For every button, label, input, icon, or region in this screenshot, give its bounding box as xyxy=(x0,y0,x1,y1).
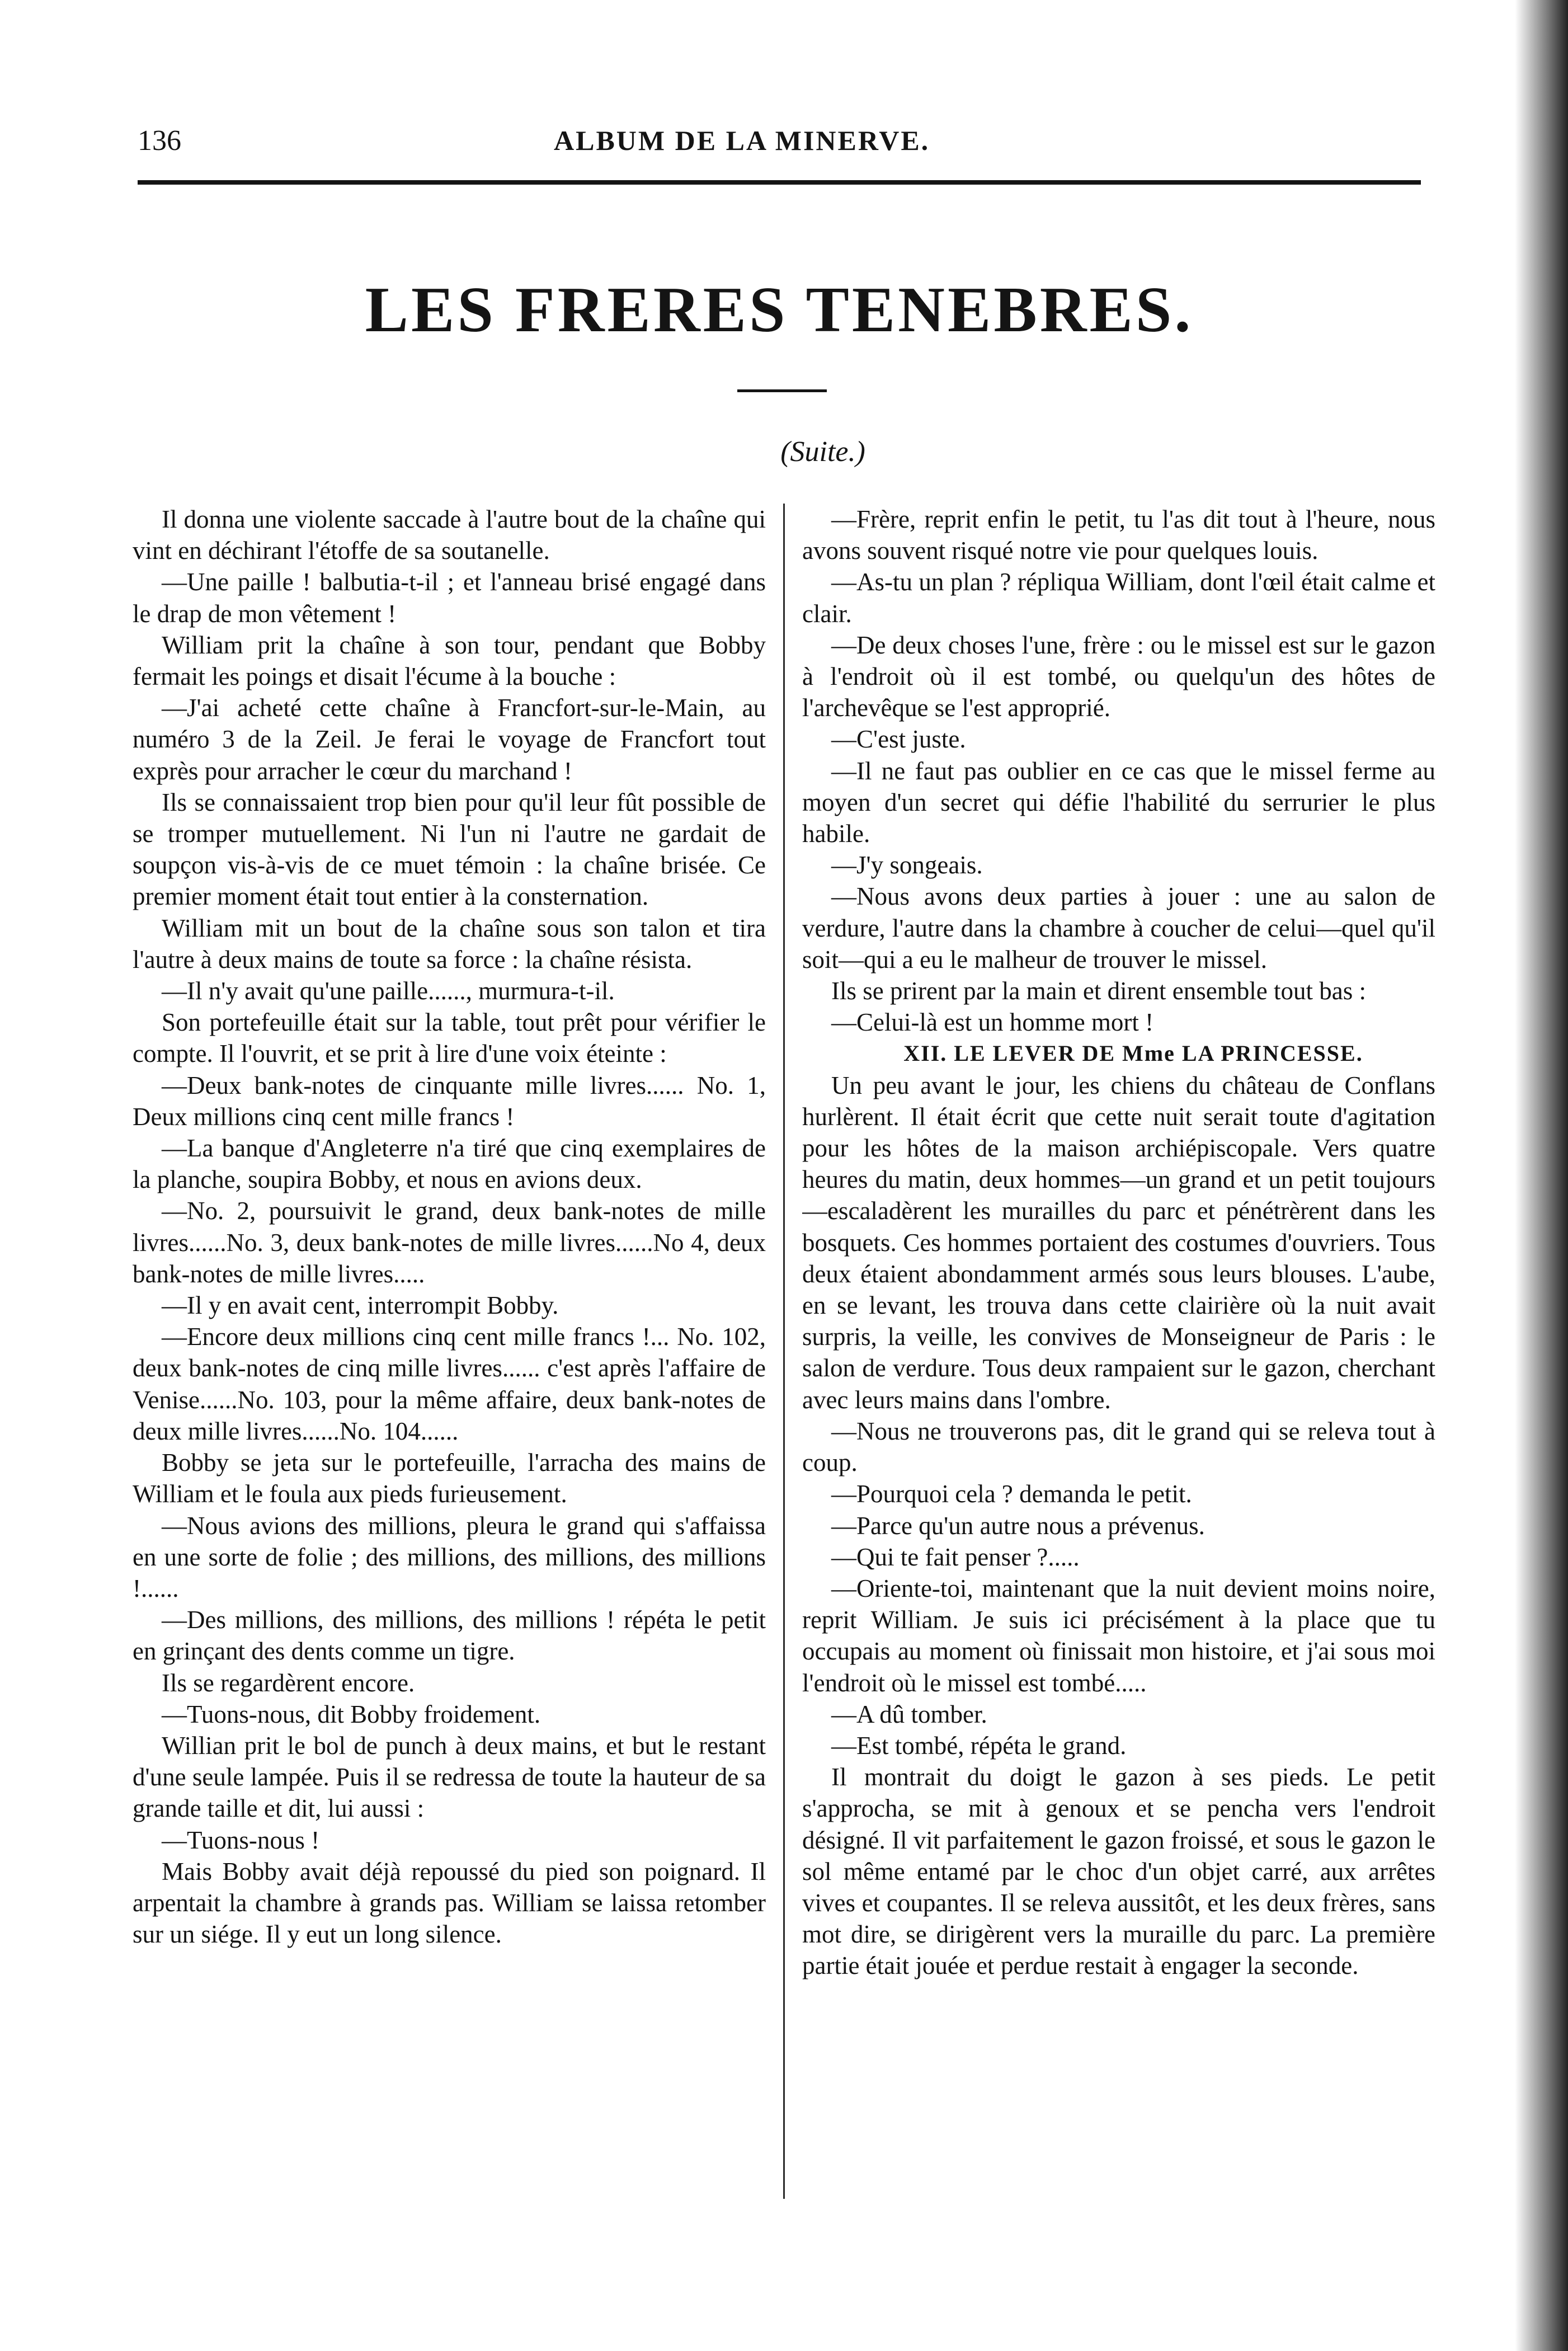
article-subtitle: (Suite.) xyxy=(780,436,865,468)
paragraph: Ils se regardèrent encore. xyxy=(162,1668,415,1697)
section-heading: XII. LE LEVER DE Mme LA PRINCESSE. xyxy=(903,1041,1363,1066)
paragraph: William prit la chaîne à son tour, pendant que Bobby fermait les poings et disait l'écume à la bouche : xyxy=(133,631,766,691)
paragraph: —De deux choses l'une, frère : ou le missel est sur le gazon à l'endroit où il est tombé, ou quelqu'un des hôtes de l'archevêque se l'est approprié. xyxy=(802,631,1435,722)
paragraph: —Encore deux millions cinq cent mille francs !... No. 102, deux bank-notes de cinq mille livres...... c'est après l'affaire de Venise......No. 103, pour la même affaire, deux bank-notes de deux mille livres......No. 104...... xyxy=(133,1323,766,1445)
paragraph: Un peu avant le jour, les chiens du château de Conflans hurlèrent. Il était écrit que cette nuit serait toute d'agitation pour les hôtes de la maison archiépiscopale. Vers quatre heures du matin, deux hommes—un grand et un petit toujours—escaladèrent les murailles du parc et pénétrèrent dans les bosquets. Ces hommes portaient des costumes d'ouvriers. Tous deux étaient abondamment armés sous leurs blouses. L'aube, en se levant, les trouva dans cette clairière où la nuit avait surpris, la veille, les convives de Monseigneur de Paris : le salon de verdure. Tous deux rampaient sur le gazon, cherchant avec leurs mains dans l'ombre. xyxy=(802,1071,1435,1414)
paragraph: Son portefeuille était sur la table, tout prêt pour vérifier le compte. Il l'ouvrit, et se prit à lire d'une voix éteinte : xyxy=(133,1008,766,1068)
article-title: LES FRERES TENEBRES. xyxy=(365,274,1194,346)
paragraph: —J'y songeais. xyxy=(831,851,983,880)
page-number: 136 xyxy=(138,125,181,157)
paragraph: Ils se connaissaient trop bien pour qu'il leur fût possible de se tromper mutuellement. Ni l'un ni l'autre ne gardait de soupçon vis-à-vis de ce muet témoin : la chaîne brisée. Ce premier moment était tout entier à la consternation. xyxy=(133,788,766,911)
paragraph: —Frère, reprit enfin le petit, tu l'as dit tout à l'heure, nous avons souvent risqué notre vie pour quelques louis. xyxy=(802,505,1435,565)
paragraph: —Tuons-nous ! xyxy=(162,1826,320,1854)
left-column xyxy=(133,504,766,2210)
paragraph: —Nous ne trouverons pas, dit le grand qui se releva tout à coup. xyxy=(802,1417,1435,1477)
paragraph: —Nous avions des millions, pleura le grand qui s'affaissa en une sorte de folie ; des millions, des millions, des millions !...... xyxy=(133,1511,766,1602)
paragraph: Ils se prirent par la main et dirent ensemble tout bas : xyxy=(831,977,1366,1005)
page-edge-shadow xyxy=(1515,0,1568,2351)
paragraph: —La banque d'Angleterre n'a tiré que cinq exemplaires de la planche, soupira Bobby, et nous en avions deux. xyxy=(133,1134,766,1194)
paragraph: Mais Bobby avait déjà repoussé du pied son poignard. Il arpentait la chambre à grands pas. William se laissa retomber sur un siége. Il y eut un long silence. xyxy=(133,1857,766,1949)
paragraph: —As-tu un plan ? répliqua William, dont l'œil était calme et clair. xyxy=(802,568,1435,628)
paragraph: —Une paille ! balbutia-t-il ; et l'anneau brisé engagé dans le drap de mon vêtement ! xyxy=(133,568,766,628)
paragraph: —Deux bank-notes de cinquante mille livres...... No. 1, Deux millions cinq cent mille francs ! xyxy=(133,1071,766,1131)
paragraph: Willian prit le bol de punch à deux mains, et but le restant d'une seule lampée. Puis il se redressa de toute la hauteur de sa grande taille et dit, lui aussi : xyxy=(133,1731,766,1823)
paragraph: —Oriente-toi, maintenant que la nuit devient moins noire, reprit William. Je suis ici précisément à la place que tu occupais au moment où finissait mon histoire, et j'ai sous moi l'endroit où le missel est tombé..... xyxy=(802,1574,1435,1697)
paragraph: —Tuons-nous, dit Bobby froidement. xyxy=(162,1700,541,1728)
title-rule xyxy=(737,389,827,392)
paragraph: —Pourquoi cela ? demanda le petit. xyxy=(831,1480,1192,1508)
paragraph: —J'ai acheté cette chaîne à Francfort-sur-le-Main, au numéro 3 de la Zeil. Je ferai le voyage de Francfort tout exprès pour arracher le cœur du marchand ! xyxy=(133,694,766,785)
right-column xyxy=(802,504,1435,2210)
paragraph: —Des millions, des millions, des millions ! répéta le petit en grinçant des dents comme un tigre. xyxy=(133,1606,766,1666)
paragraph: —Il y en avait cent, interrompit Bobby. xyxy=(162,1291,559,1320)
paragraph: —Parce qu'un autre nous a prévenus. xyxy=(831,1511,1205,1540)
paragraph: —Qui te fait penser ?..... xyxy=(831,1543,1080,1571)
paragraph: —Celui-là est un homme mort ! xyxy=(831,1008,1154,1037)
paragraph: —Il n'y avait qu'une paille......, murmura-t-il. xyxy=(162,977,615,1005)
paragraph: Il montrait du doigt le gazon à ses pieds. Le petit s'approcha, se mit à genoux et se pencha vers l'endroit désigné. Il vit parfaitement le gazon froissé, et sous le gazon le sol même entamé par le choc d'un objet carré, aux arrêtes vives et coupantes. Il se releva aussitôt, et les deux frères, sans mot dire, se dirigèrent vers la muraille du parc. La première partie était jouée et perdue restait à engager la seconde. xyxy=(802,1763,1435,1980)
paragraph: —No. 2, poursuivit le grand, deux bank-notes de mille livres......No. 3, deux bank-notes de mille livres......No 4, deux bank-notes de mille livres..... xyxy=(133,1197,766,1288)
paragraph: Bobby se jeta sur le portefeuille, l'arracha des mains de William et le foula aux pieds furieusement. xyxy=(133,1449,766,1508)
paragraph: William mit un bout de la chaîne sous son talon et tira l'autre à deux mains de toute sa force : la chaîne résista. xyxy=(133,914,766,974)
paragraph: —A dû tomber. xyxy=(831,1700,987,1728)
paragraph: —Est tombé, répéta le grand. xyxy=(831,1731,1127,1760)
paragraph: —Il ne faut pas oublier en ce cas que le missel ferme au moyen d'un secret qui défie l'habilité du serrurier le plus habile. xyxy=(802,756,1435,848)
running-title: ALBUM DE LA MINERVE. xyxy=(554,125,930,156)
paragraph: Il donna une violente saccade à l'autre bout de la chaîne qui vint en déchirant l'étoffe de sa soutanelle. xyxy=(133,505,766,565)
paragraph: —Nous avons deux parties à jouer : une au salon de verdure, l'autre dans la chambre à coucher de celui—quel qu'il soit—qui a eu le malheur de trouver le missel. xyxy=(802,882,1435,974)
paragraph: —C'est juste. xyxy=(831,725,966,754)
header-rule xyxy=(138,180,1421,185)
column-divider xyxy=(783,504,785,2199)
